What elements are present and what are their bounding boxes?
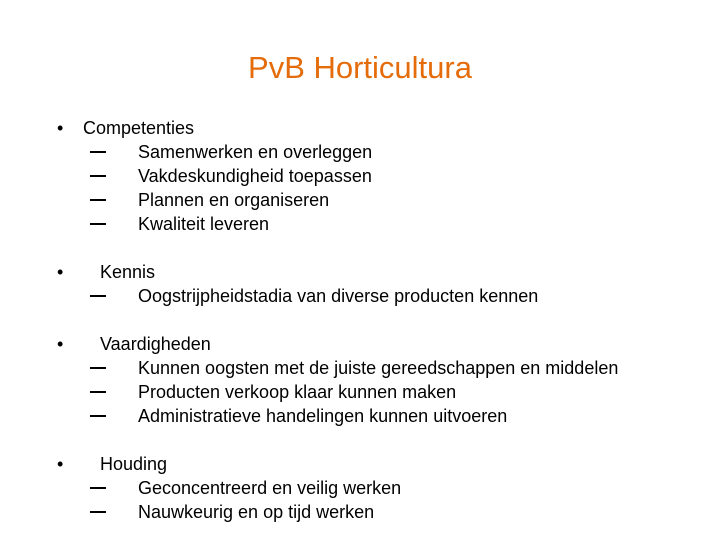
dash-icon: [90, 151, 106, 153]
section-heading-kennis: Kennis: [100, 262, 156, 282]
bullet-icon: •: [57, 454, 64, 474]
dash-icon: [90, 415, 106, 417]
slide-title: PvB Horticultura: [248, 50, 472, 85]
dash-icon: [90, 367, 106, 369]
section-heading-competenties: Competenties: [83, 118, 195, 138]
bullet-icon: •: [57, 262, 64, 282]
section-heading-houding: Houding: [100, 454, 168, 474]
dash-icon: [90, 223, 106, 225]
slide: PvB Horticultura • Competenties Samenwerken en overleggen Vakdeskundigheid toepassen Plannen en organiseren Kwaliteit leveren • Kennis Oogstrijpheidstadia van diverse producten kennen • Vaardigheden Kunnen oogsten met de juiste gereedschappen en middelen Producten verkoop klaar kunnen maken Administratieve handelingen kunnen uitvoeren • Houding Geconcentreerd en veilig werken Nauwkeurig en op tijd werken: [0, 0, 720, 540]
bullet-icon: •: [57, 334, 64, 354]
section-heading-vaardigheden: Vaardigheden: [100, 334, 211, 354]
dash-icon: [90, 175, 106, 177]
dash-icon: [90, 487, 106, 489]
dash-icon: [90, 295, 106, 297]
dash-icon: [90, 511, 106, 513]
dash-icon: [90, 199, 106, 201]
bullet-icon: •: [57, 118, 64, 138]
dash-icon: [90, 391, 106, 393]
